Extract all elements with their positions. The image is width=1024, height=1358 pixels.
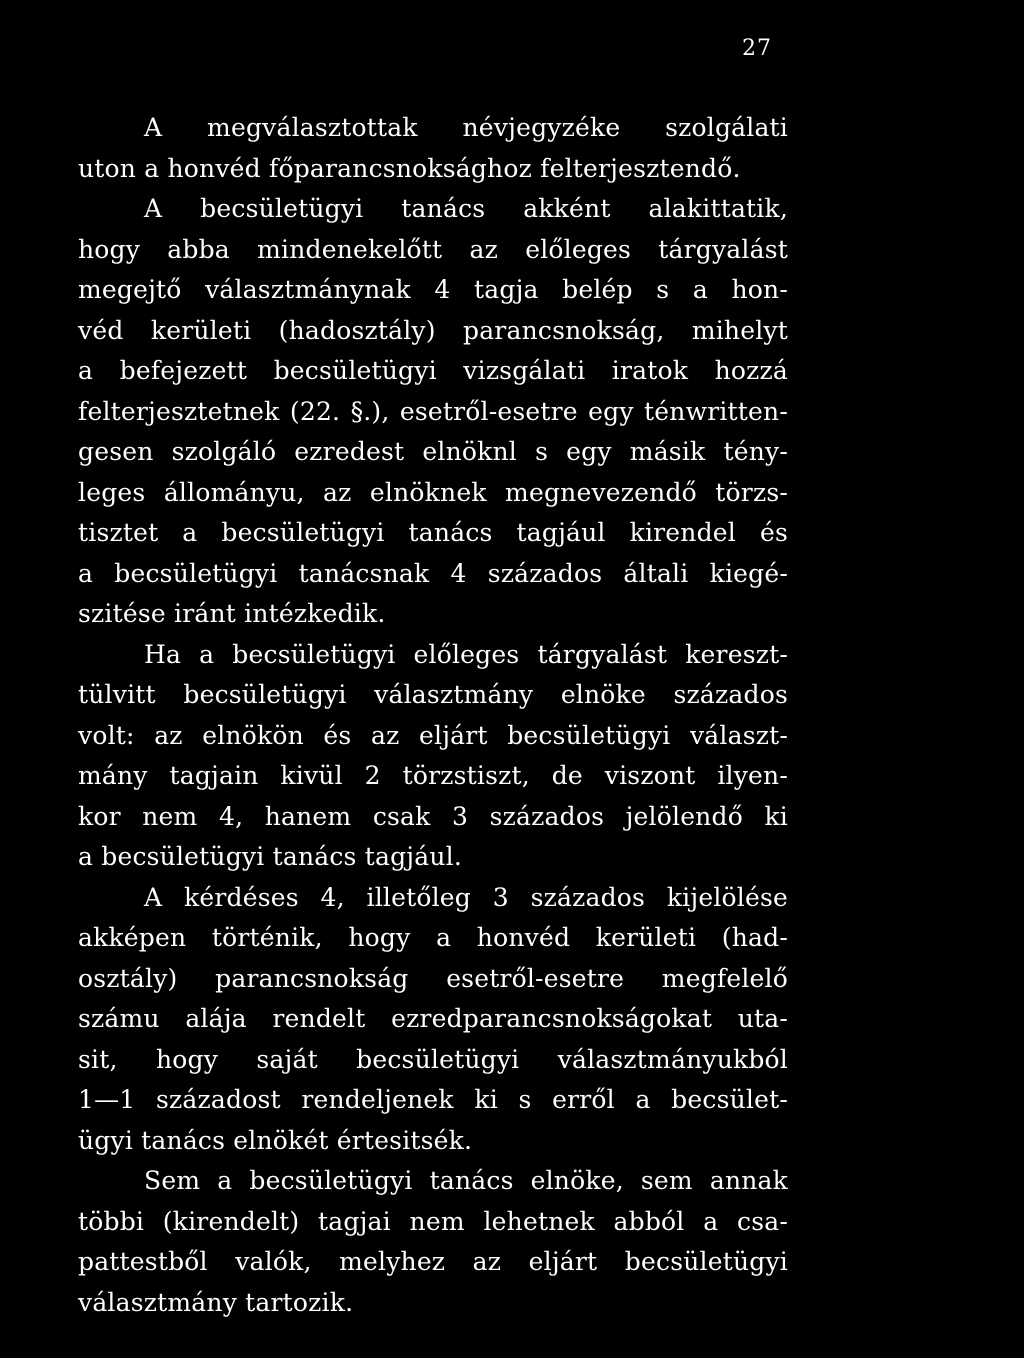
text-line: megejtő választmánynak 4 tagja belép s a hon- bbox=[78, 275, 788, 304]
text-line: kor nem 4, hanem csak 3 százados jelölendő ki bbox=[78, 801, 788, 831]
text-line: akképen történik, hogy a honvéd kerületi (had- bbox=[78, 923, 788, 952]
text-line: uton a honvéd főparancsnoksághoz felterjesztendő. bbox=[78, 153, 741, 183]
text-line: osztály) parancsnokság esetről-esetre megfelelő bbox=[78, 963, 788, 993]
text-line: hogy abba mindenekelőtt az előleges tárgyalást bbox=[78, 234, 788, 264]
text-line: pattestből valók, melyhez az eljárt becsületügyi bbox=[78, 1247, 788, 1276]
text-line: többi (kirendelt) tagjai nem lehetnek abból a csa- bbox=[78, 1206, 788, 1236]
text-line: A kérdéses 4, illetőleg 3 százados kijelölése bbox=[144, 882, 788, 912]
text-line: a becsületügyi tanács tagjául. bbox=[78, 842, 462, 871]
page-number: 27 bbox=[742, 36, 772, 61]
text-line: választmány tartozik. bbox=[78, 1287, 354, 1317]
text-line: tülvitt becsületügyi választmány elnöke százados bbox=[78, 680, 788, 709]
text-line: ügyi tanács elnökét értesitsék. bbox=[78, 1125, 473, 1155]
body-text bbox=[78, 108, 788, 1323]
text-line: A megválasztottak névjegyzéke szolgálati bbox=[144, 113, 788, 142]
text-line: Ha a becsületügyi előleges tárgyalást kereszt- bbox=[144, 639, 788, 669]
text-line: A becsületügyi tanács akként alakittatik, bbox=[144, 194, 788, 223]
text-line: Sem a becsületügyi tanács elnöke, sem annak bbox=[144, 1166, 788, 1195]
text-line: a becsületügyi tanácsnak 4 százados általi kiegé- bbox=[78, 558, 788, 588]
text-line: tisztet a becsületügyi tanács tagjául kirendel és bbox=[78, 518, 788, 547]
text-line: a befejezett becsületügyi vizsgálati iratok hozzá bbox=[78, 356, 788, 385]
text-line: véd kerületi (hadosztály) parancsnokság, mihelyt bbox=[78, 315, 788, 345]
text-line: leges állományu, az elnöknek megnevezendő törzs- bbox=[78, 477, 788, 507]
text-line: mány tagjain kivül 2 törzstiszt, de viszont ilyen- bbox=[78, 761, 788, 790]
text-line: volt: az elnökön és az eljárt becsületügyi választ- bbox=[78, 720, 788, 750]
text-line: gesen szolgáló ezredest elnöknl s egy másik tény- bbox=[78, 437, 788, 466]
text-line: szitése iránt intézkedik. bbox=[78, 599, 386, 628]
text-line: 1—1 századost rendeljenek ki s erről a becsület- bbox=[78, 1085, 788, 1114]
text-line: felterjesztetnek (22. §.), esetről-esetre egy ténwritten- bbox=[78, 396, 788, 426]
text-line: számu alája rendelt ezredparancsnokságokat uta- bbox=[78, 1004, 788, 1033]
text-line: sit, hogy saját becsületügyi választmányukból bbox=[78, 1044, 788, 1074]
